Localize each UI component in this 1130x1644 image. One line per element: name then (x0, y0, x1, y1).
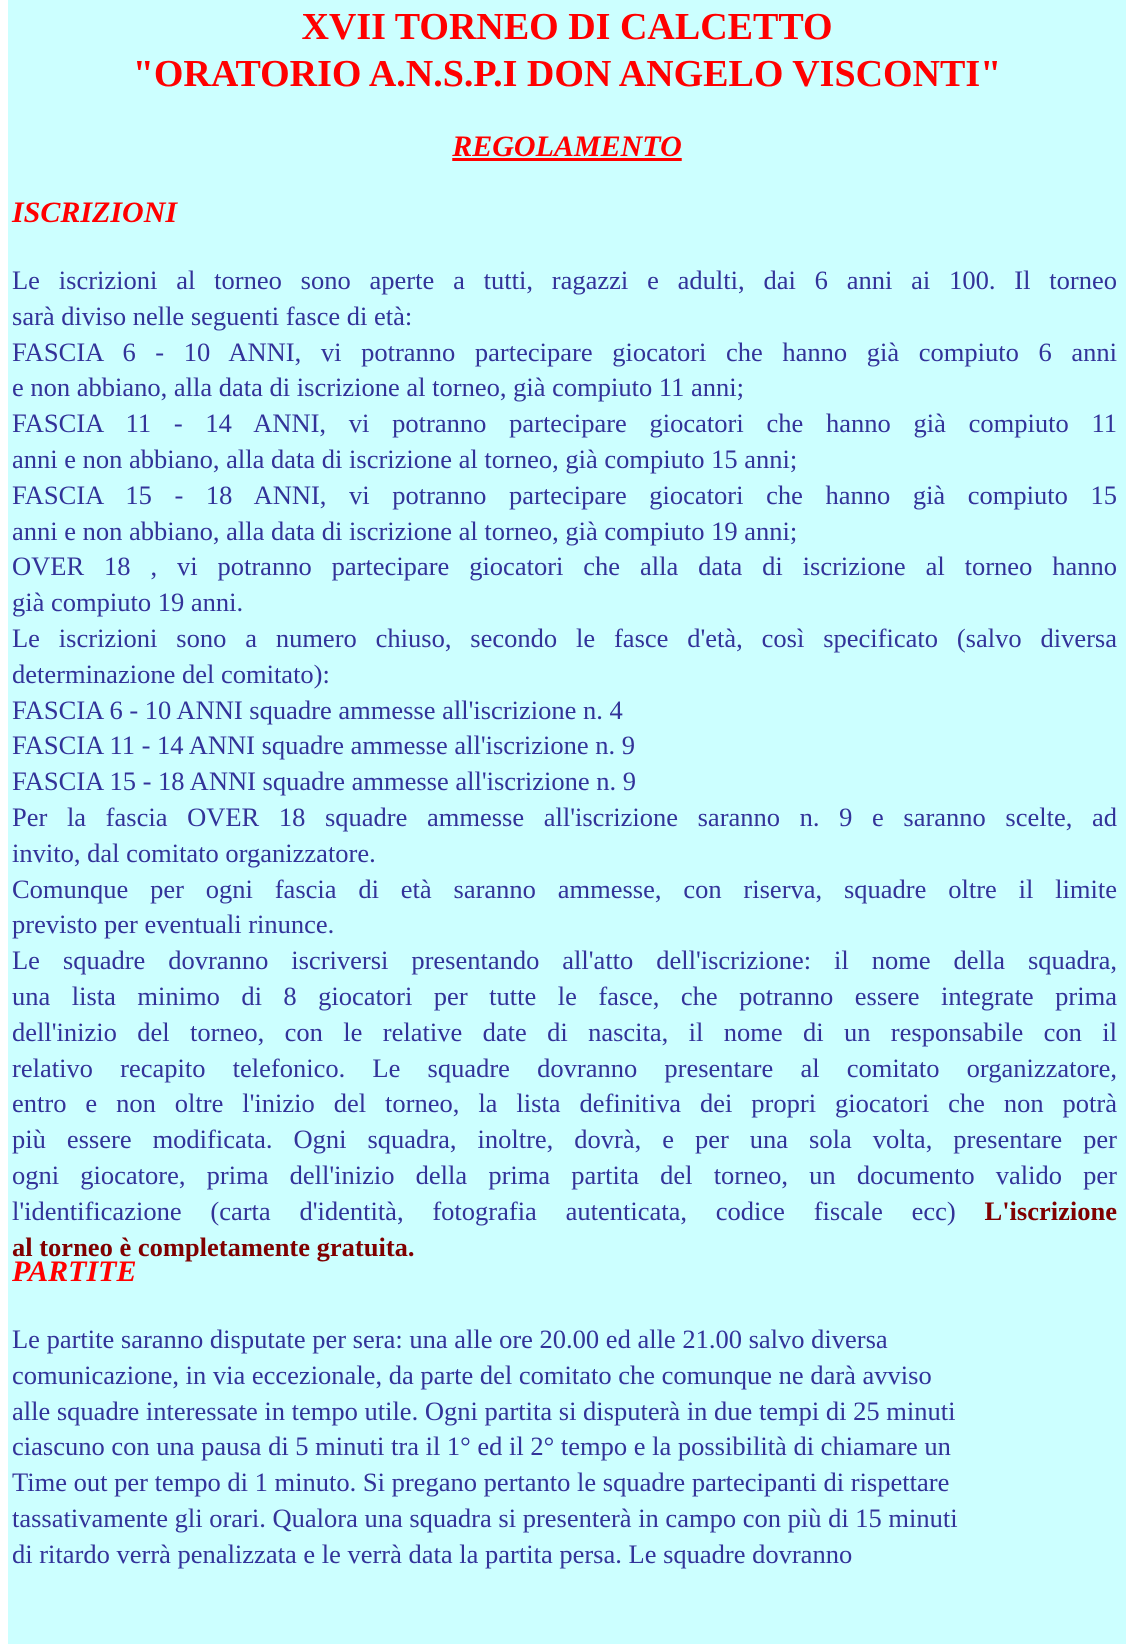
text-line: Le iscrizioni al torneo sono aperte a tutti, ragazzi e adulti, dai 6 anni ai 100. Il torneo (12, 265, 1117, 295)
text-line: anni e non abbiano, alla data di iscrizione al torneo, già compiuto 15 anni; (12, 443, 798, 474)
text-line: Le iscrizioni sono a numero chiuso, secondo le fasce d'età, così specificato (salvo diversa (12, 622, 1117, 653)
text-line: ogni giocatore, prima dell'inizio della prima partita del torneo, un documento valido per (12, 1159, 1117, 1190)
text-line: Per la fascia OVER 18 squadre ammesse all'iscrizione saranno n. 9 e saranno scelte, ad (12, 801, 1117, 832)
text-line: OVER 18 , vi potranno partecipare giocatori che alla data di iscrizione al torneo hanno (12, 551, 1117, 582)
text-line: FASCIA 15 - 18 ANNI squadre ammesse all'iscrizione n. 9 (12, 766, 636, 797)
text-line: Time out per tempo di 1 minuto. Si pregano pertanto le squadre partecipanti di rispettare (12, 1467, 950, 1498)
text-segment: l'identificazione (carta d'identità, fotografia autenticata, codice fiscale ecc) (12, 1195, 956, 1226)
text-line: FASCIA 6 - 10 ANNI, vi potranno partecipare giocatori che hanno già compiuto 6 anni (12, 336, 1117, 367)
text-line: FASCIA 11 - 14 ANNI squadre ammesse all'iscrizione n. 9 (12, 730, 636, 761)
page-title-line1: XVII TORNEO DI CALCETTO (301, 6, 833, 48)
text-line: determinazione del comitato): (12, 658, 330, 689)
text-line: Le partite saranno disputate per sera: una alle ore 20.00 ed alle 21.00 salvo diversa (12, 1324, 888, 1354)
text-line: e non abbiano, alla data di iscrizione al torneo, già compiuto 11 anni; (12, 372, 744, 403)
text-line: più essere modificata. Ogni squadra, inoltre, dovrà, e per una sola volta, presentare per (12, 1124, 1117, 1155)
text-line: già compiuto 19 anni. (12, 587, 244, 618)
text-line: previsto per eventuali rinunce. (12, 909, 335, 940)
text-line: dell'inizio del torneo, con le relative date di nascita, il nome di un responsabile con il (12, 1016, 1117, 1047)
document-page (8, 0, 1126, 1644)
bold-note: L'iscrizione (984, 1195, 1117, 1226)
text-line: FASCIA 15 - 18 ANNI, vi potranno partecipare giocatori che hanno già compiuto 15 (12, 479, 1117, 510)
text-line: tassativamente gli orari. Qualora una squadra si presenterà in campo con più di 15 minuti (12, 1502, 958, 1533)
text-line: entro e non oltre l'inizio del torneo, la lista definitiva dei propri giocatori che non potrà (12, 1088, 1117, 1119)
text-line: anni e non abbiano, alla data di iscrizione al torneo, già compiuto 19 anni; (12, 515, 798, 546)
text-line: alle squadre interessate in tempo utile. Ogni partita si disputerà in due tempi di 25 minuti (12, 1395, 956, 1426)
text-line: relativo recapito telefonico. Le squadre dovranno presentare al comitato organizzatore, (12, 1052, 1117, 1083)
text-line: sarà diviso nelle seguenti fasce di età: (12, 300, 413, 331)
text-line: Comunque per ogni fascia di età saranno ammesse, con riserva, squadre oltre il limite (12, 873, 1117, 904)
section-heading-partite: PARTITE (12, 1255, 137, 1288)
text-line: FASCIA 6 - 10 ANNI squadre ammesse all'iscrizione n. 4 (12, 694, 623, 725)
text-line: ciascuno con una pausa di 5 minuti tra il 1° ed il 2° tempo e la possibilità di chiamare un (12, 1431, 951, 1462)
page-title-line2: "ORATORIO A.N.S.P.I DON ANGELO VISCONTI" (132, 53, 1002, 95)
text-line: comunicazione, in via eccezionale, da parte del comitato che comunque ne darà avviso (12, 1359, 932, 1390)
text-line: invito, dal comitato organizzatore. (12, 837, 376, 868)
text-line-with-bold (12, 1194, 1117, 1230)
iscrizioni-paragraph (12, 263, 1117, 1265)
page-subtitle: REGOLAMENTO (452, 130, 682, 163)
section-heading-iscrizioni: ISCRIZIONI (12, 196, 178, 229)
partite-paragraph (12, 1322, 1117, 1573)
bold-note-line: al torneo è completamente gratuita. (12, 1231, 415, 1262)
text-line: FASCIA 11 - 14 ANNI, vi potranno partecipare giocatori che hanno già compiuto 11 (12, 408, 1117, 439)
text-line: di ritardo verrà penalizzata e le verrà data la partita persa. Le squadre dovranno (12, 1538, 853, 1569)
text-line: Le squadre dovranno iscriversi presentando all'atto dell'iscrizione: il nome della squadra, (12, 945, 1117, 976)
text-line: una lista minimo di 8 giocatori per tutte le fasce, che potranno essere integrate prima (12, 980, 1117, 1011)
